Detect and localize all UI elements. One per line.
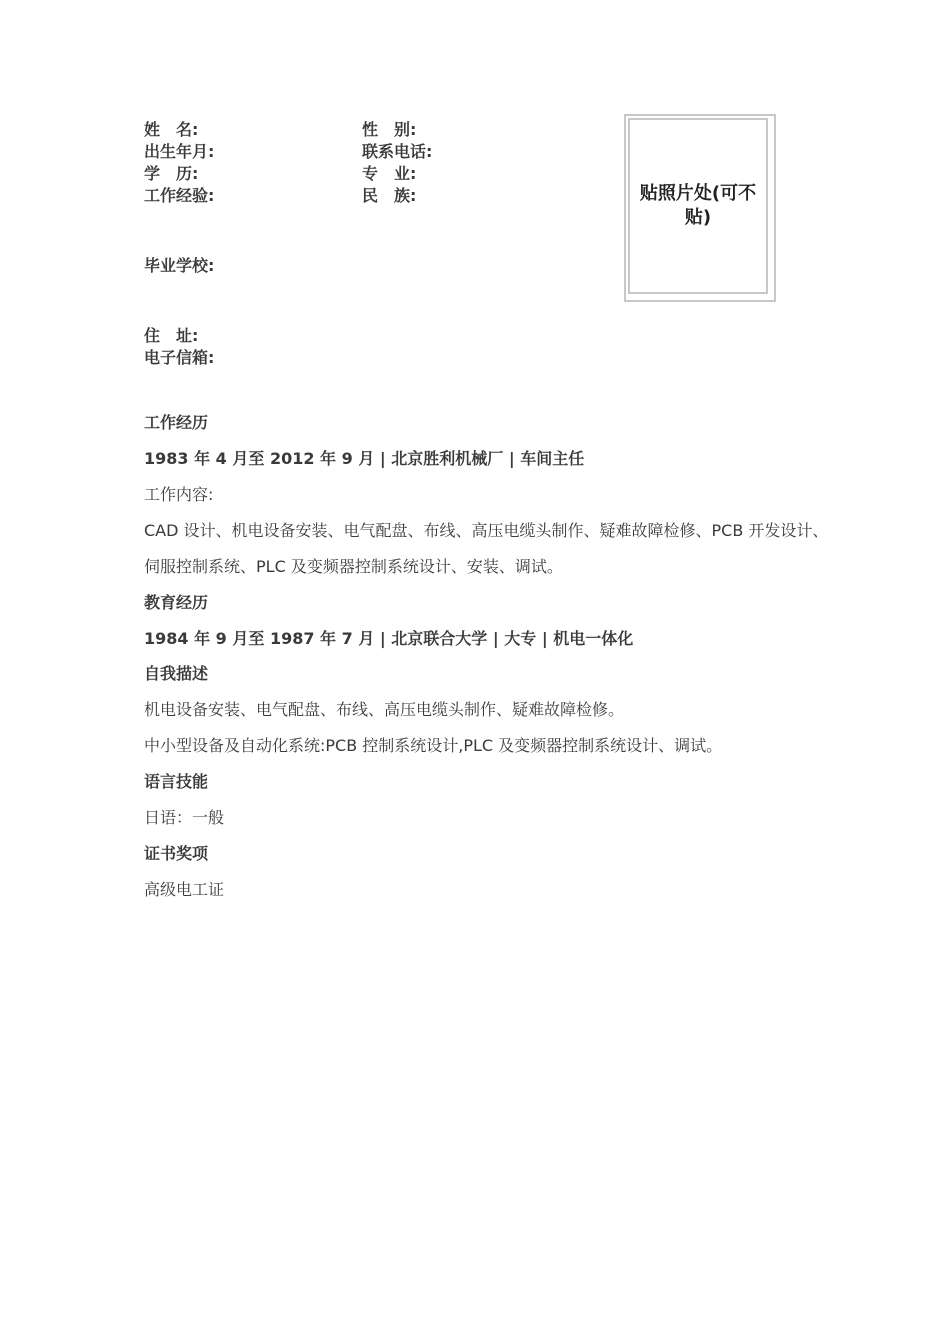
name-label: 姓 名: (144, 120, 199, 139)
work-content-label: 工作内容: (144, 485, 214, 504)
work-entry: 1983 年 4 月至 2012 年 9 月 | 北京胜利机械厂 | 车间主任 (144, 449, 585, 468)
education-heading: 教育经历 (144, 593, 209, 612)
self-line: 中小型设备及自动化系统:PCB 控制系统设计,PLC 及变频器控制系统设计、调试。 (144, 736, 723, 755)
address-label: 住 址: (144, 326, 199, 345)
self-line: 机电设备安装、电气配盘、布线、高压电缆头制作、疑难故障检修。 (144, 700, 625, 719)
cert-line: 高级电工证 (144, 880, 225, 899)
school-label: 毕业学校: (144, 256, 215, 275)
education-entry: 1984 年 9 月至 1987 年 7 月 | 北京联合大学 | 大专 | 机电一体化 (144, 629, 634, 648)
experience-label: 工作经验: (144, 186, 215, 205)
birth-label: 出生年月: (144, 142, 215, 161)
major-label: 专 业: (362, 164, 417, 183)
work-content-line: CAD 设计、机电设备安装、电气配盘、布线、高压电缆头制作、疑难故障检修、PCB 开发设计、 (144, 521, 829, 540)
work-heading: 工作经历 (144, 413, 209, 432)
education-label: 学 历: (144, 164, 199, 183)
language-heading: 语言技能 (144, 772, 209, 791)
ethnicity-label: 民 族: (362, 186, 417, 205)
language-line: 日语：一般 (144, 808, 225, 827)
self-heading: 自我描述 (144, 664, 209, 683)
gender-label: 性 别: (362, 120, 417, 139)
phone-label: 联系电话: (362, 142, 433, 161)
photo-placeholder-text: 贴照片处(可不贴) (628, 118, 768, 294)
photo-placeholder (624, 114, 776, 302)
work-content-line: 伺服控制系统、PLC 及变频器控制系统设计、安装、调试。 (144, 557, 563, 576)
email-label: 电子信箱: (144, 348, 215, 367)
cert-heading: 证书奖项 (144, 844, 209, 863)
